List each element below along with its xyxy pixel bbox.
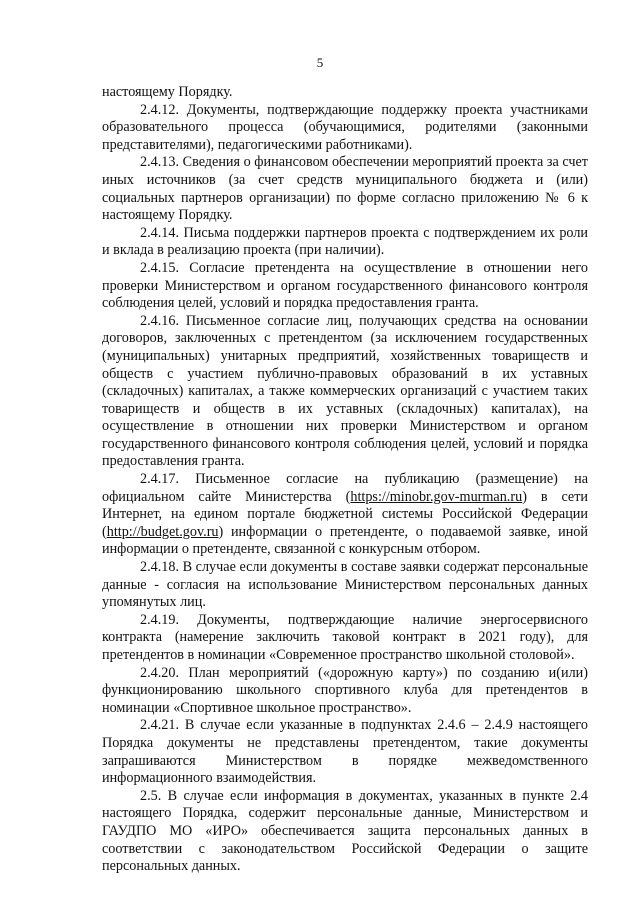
paragraph-2-4-19: 2.4.19. Документы, подтверждающие наличие энергосервисного контракта (намерение заключить таковой контракт в 2021 году), для претендентов в номинации «Современное пространство школьной столовой».	[102, 611, 588, 663]
paragraph-2-4-20: 2.4.20. План мероприятий («дорожную карту») по созданию и(или) функционированию школьного спортивного клуба для претендентов в номинации «Спортивное школьное пространство».	[102, 664, 588, 716]
paragraph-2-4-16: 2.4.16. Письменное согласие лиц, получающих средства на основании договоров, заключенных с претендентом (за исключением государственных (муниципальных) унитарных предприятий, хозяйственных товариществ и обществ с участием публично-правовых образований в их уставных (складочных) капиталах, а также коммерческих организаций с участием таких товариществ и обществ в их уставных (складочных) капиталах), на осуществление в отношении них проверки Министерством и органом государственного финансового контроля соблюдения целей, условий и порядка предоставления гранта.	[102, 312, 588, 470]
paragraph-2-4-14: 2.4.14. Письма поддержки партнеров проекта с подтверждением их роли и вклада в реализацию проекта (при наличии).	[102, 224, 588, 259]
paragraph-2-4-12: 2.4.12. Документы, подтверждающие поддержку проекта участниками образовательного процесса (обучающимися, родителями (законными представителями), педагогическими работниками).	[102, 101, 588, 153]
page-number: 5	[316, 55, 324, 70]
paragraph-2-4-15: 2.4.15. Согласие претендента на осуществление в отношении него проверки Министерством и органом государственного финансового контроля соблюдения целей, условий и порядка предоставления гранта.	[102, 259, 588, 312]
paragraph-2-4-17-text-c: ) информации о претенденте, о подаваемой заявке, иной информации о претенденте, связанной с конкурсным отбором.	[102, 523, 588, 558]
paragraph-2-4-18: 2.4.18. В случае если документы в составе заявки содержат персональные данные - согласия на использование Министерством персональных данных упомянутых лиц.	[102, 559, 588, 611]
paragraph-2-4-13: 2.4.13. Сведения о финансовом обеспечении мероприятий проекта за счет иных источников (за счет средств муниципального бюджета и (или) социальных партнеров организации) по форме согласно приложению № 6 к настоящему Порядку.	[102, 154, 588, 224]
paragraph-2-4-21: 2.4.21. В случае если указанные в подпунктах 2.4.6 – 2.4.9 настоящего Порядка документы не представлены претендентом, такие документы запрашиваются Министерством в порядке межведомственного информационного взаимодействия.	[102, 717, 588, 787]
paragraph-continuation: настоящему Порядку.	[102, 84, 233, 100]
budget-portal-link[interactable]: http://budget.gov.ru	[106, 523, 219, 540]
paragraph-2-5: 2.5. В случае если информация в документах, указанных в пункте 2.4 настоящего Порядка, содержит персональные данные, Министерством и ГАУДПО МО «ИРО» обеспечивается защита персональных данных в соответствии с законодательством Российской Федерации о защите персональных данных.	[102, 787, 588, 875]
paragraph-2-4-17-text-b: ) в сети Интернет, на едином портале бюджетной системы Российской Федерации (	[102, 488, 589, 540]
paragraph-2-4-17-text-a: 2.4.17. Письменное согласие на публикацию (размещение) на официальном сайте Министерства (	[102, 471, 588, 505]
ministry-site-link[interactable]: https://minobr.gov-murman.ru	[350, 488, 523, 505]
paragraph-2-4-17	[102, 471, 588, 559]
document-body	[102, 84, 588, 876]
